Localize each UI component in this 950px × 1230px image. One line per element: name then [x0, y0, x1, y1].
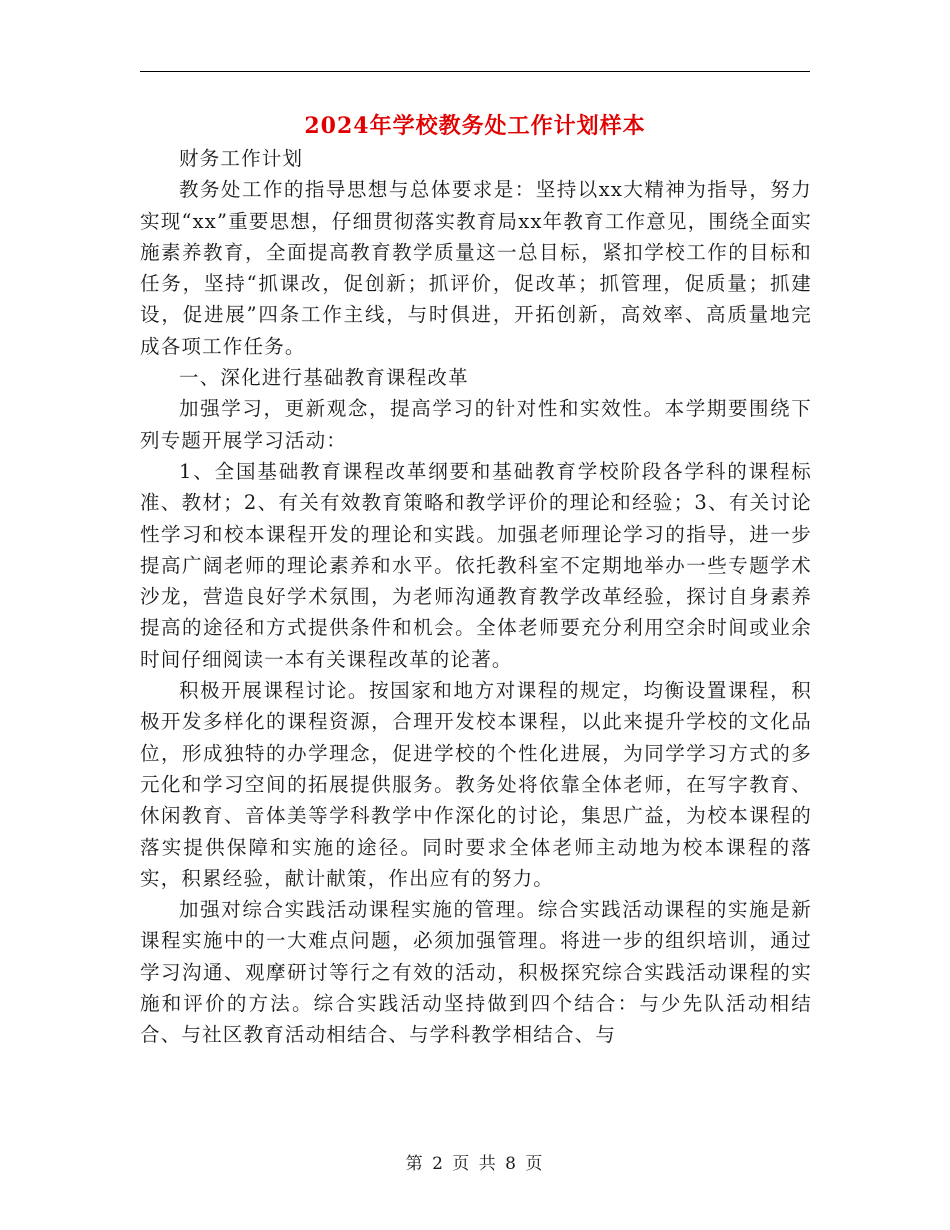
paragraph-subtitle: 财务工作计划 [179, 147, 304, 170]
paragraph-practice-activities: 加强对综合实践活动课程实施的管理。综合实践活动课程的实施是新课程实施中的一大难点问题，必须加强管理。将进一步的组织培训，通过学习沟通、观摩研讨等行之有效的活动，积极探究综合实践活动课程的实施和评价的方法。综合实践活动坚持做到四个结合：与少先队活动相结合、与社区教育活动相结合、与学科教学相结合、与 [140, 898, 812, 1047]
paragraph-study: 加强学习，更新观念，提高学习的针对性和实效性。本学期要围绕下列专题开展学习活动： [140, 397, 812, 452]
paragraph-guiding-principle: 教务处工作的指导思想与总体要求是：坚持以xx大精神为指导，努力实现“xx”重要思想，仔细贯彻落实教育局xx年教育工作意见，围绕全面实施素养教育，全面提高教育教学质量这一总目标，紧扣学校工作的目标和任务，坚持“抓课改，促创新；抓评价，促改革；抓管理，促质量；抓建设，促进展”四条工作主线，与时俱进，开拓创新，高效率、高质量地完成各项工作任务。 [140, 178, 812, 358]
document-title: 2024年学校教务处工作计划样本 [304, 113, 646, 139]
header-rule [140, 71, 810, 72]
paragraph-curriculum-discussion: 积极开展课程讨论。按国家和地方对课程的规定，均衡设置课程，积极开发多样化的课程资源，合理开发校本课程，以此来提升学校的文化品位，形成独特的办学理念，促进学校的个性化进展，为同学学习方式的多元化和学习空间的拓展提供服务。教务处将依靠全体老师，在写字教育、休闲教育、音体美等学科教学中作深化的讨论，集思广益，为校本课程的落实提供保障和实施的途径。同时要求全体老师主动地为校本课程的落实，积累经验，献计献策，作出应有的努力。 [140, 679, 812, 890]
paragraph-study-topics: 1、全国基础教育课程改革纲要和基础教育学校阶段各学科的课程标准、教材；2、有关有效教育策略和教学评价的理论和经验；3、有关讨论性学习和校本课程开发的理论和实践。加强老师理论学习的指导，进一步提高广阔老师的理论素养和水平。依托教科室不定期地举办一些专题学术沙龙，营造良好学术氛围，为老师沟通教育教学改革经验，探讨自身素养提高的途径和方式提供条件和机会。全体老师要充分利用空余时间或业余时间仔细阅读一本有关课程改革的论著。 [140, 459, 812, 671]
page-number: 第 2 页 共 8 页 [405, 1154, 545, 1174]
document-body [140, 143, 812, 1051]
section-heading-1: 一、深化进行基础教育课程改革 [179, 366, 469, 390]
